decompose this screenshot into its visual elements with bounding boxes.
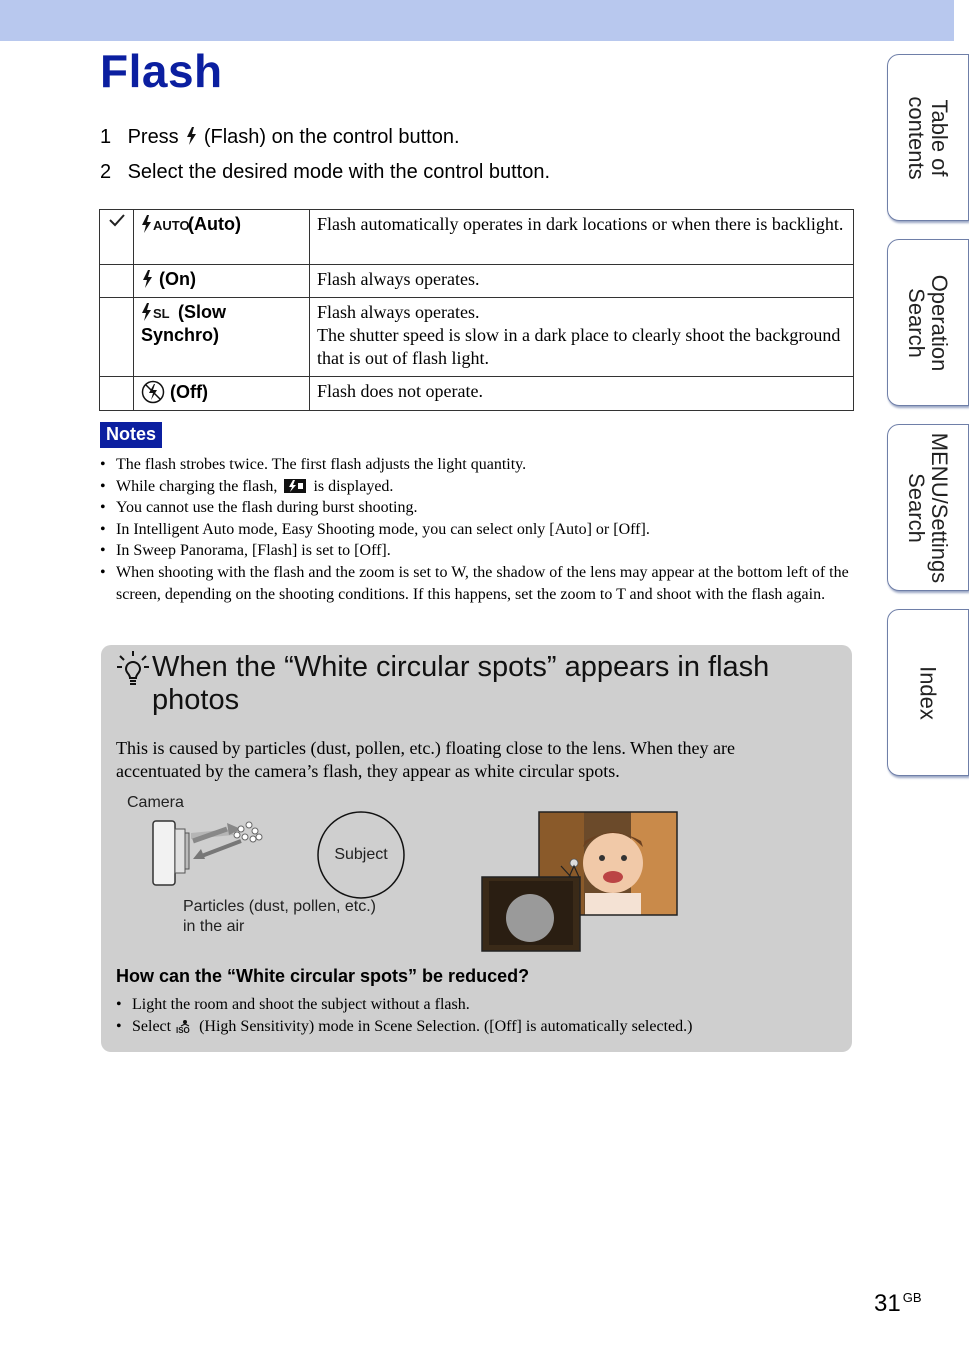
page-number-value: 31	[874, 1290, 901, 1317]
mode-description: Flash always operates.	[310, 265, 854, 298]
flash-off-icon	[141, 380, 165, 404]
tip-title: When the “White circular spots” appears in flash photos	[152, 651, 770, 716]
mode-name-cell	[134, 265, 310, 298]
flash-icon	[184, 126, 198, 146]
list-item: • When shooting with the flash and the zoom is set to W, the shadow of the lens may appear at the bottom left of the screen, depending on the shooting conditions. If this happens, set the zoom to T and shoot with the flash again.	[100, 562, 854, 605]
step-1	[100, 125, 460, 149]
tab-menu-settings-search[interactable]	[887, 424, 969, 591]
high-sensitivity-iso-icon	[175, 1019, 195, 1033]
mode-name: (Slow Synchro)	[141, 302, 227, 345]
list-item: • In Intelligent Auto mode, Easy Shooting mode, you can select only [Auto] or [Off].	[100, 519, 854, 541]
tab-label: MENU/Settings Search	[904, 432, 952, 583]
page-number-suffix: GB	[902, 1290, 922, 1305]
mode-name: (Auto)	[188, 214, 241, 234]
mode-name-cell	[134, 210, 310, 265]
reduce-text-pre: Select	[132, 1017, 172, 1035]
spots-diagram	[101, 793, 852, 963]
step-text-pre: Press	[127, 126, 179, 148]
tip-box	[101, 645, 852, 1052]
mode-name: (Off)	[170, 382, 208, 402]
tab-table-of-contents[interactable]	[887, 54, 969, 221]
list-item: • The flash strobes twice. The first flash adjusts the light quantity.	[100, 454, 854, 476]
reduce-text-post: (High Sensitivity) mode in Scene Selection. ([Off] is automatically selected.)	[199, 1017, 693, 1035]
subject-label: Subject	[334, 846, 388, 863]
page-number	[874, 1290, 922, 1318]
tab-label: Table of contents	[904, 95, 952, 180]
notes-label: Notes	[100, 422, 162, 448]
reduce-heading: How can the “White circular spots” be reduced?	[116, 966, 530, 986]
step-number: 2	[100, 161, 112, 183]
particles-label: Particles (dust, pollen, etc.)	[183, 898, 376, 915]
tab-operation-search[interactable]	[887, 239, 969, 406]
mode-name-cell	[134, 377, 310, 411]
svg-text:ISO: ISO	[176, 1025, 190, 1035]
tip-body: This is caused by particles (dust, pollen, etc.) floating close to the lens. When they are accentuated by the camera’s flash, they appear as white circular spots.	[116, 738, 735, 781]
svg-text:AUTO: AUTO	[153, 218, 190, 233]
list-item: • Light the room and shoot the subject without a flash.	[116, 994, 836, 1016]
tab-label: Operation Search	[904, 274, 952, 371]
tab-index[interactable]	[887, 609, 969, 776]
particles-label-line2: in the air	[183, 918, 245, 935]
table-row	[100, 377, 854, 411]
default-check-cell	[100, 210, 134, 265]
flash-on-icon	[141, 270, 154, 288]
step-2	[100, 160, 550, 184]
camera-label: Camera	[127, 794, 184, 811]
check-cell	[100, 265, 134, 298]
check-cell	[100, 298, 134, 377]
notes-list	[100, 454, 854, 605]
check-cell	[100, 377, 134, 411]
svg-text:SL: SL	[153, 306, 170, 321]
list-item	[116, 1016, 836, 1038]
lightbulb-icon	[115, 649, 151, 689]
table-row	[100, 210, 854, 265]
table-row	[100, 265, 854, 298]
mode-description: Flash always operates. The shutter speed is slow in a dark place to clearly shoot the background that is out of flash light.	[310, 298, 854, 377]
table-row	[100, 298, 854, 377]
list-item	[100, 476, 854, 498]
flash-slow-sync-icon	[141, 303, 173, 321]
note-text-pre: While charging the flash,	[116, 477, 278, 495]
example-photos	[481, 811, 681, 953]
tab-label: Index	[915, 665, 941, 720]
mode-name: (On)	[159, 269, 196, 289]
reduce-list	[116, 994, 836, 1037]
camera-diagram	[149, 815, 269, 889]
mode-description: Flash automatically operates in dark locations or when there is backlight.	[310, 210, 854, 265]
step-number: 1	[100, 126, 112, 148]
flash-modes-table	[99, 209, 854, 411]
flash-auto-icon	[141, 215, 190, 233]
note-text-post: is displayed.	[313, 477, 394, 495]
mode-name-cell	[134, 298, 310, 377]
checkmark-icon	[109, 213, 125, 227]
mode-description: Flash does not operate.	[310, 377, 854, 411]
step-text: Select the desired mode with the control button.	[127, 161, 551, 183]
flash-charging-icon	[284, 479, 306, 493]
step-text-post: (Flash) on the control button.	[203, 126, 460, 148]
header-bar	[0, 0, 954, 41]
list-item: • You cannot use the flash during burst shooting.	[100, 497, 854, 519]
list-item: • In Sweep Panorama, [Flash] is set to [Off].	[100, 540, 854, 562]
page-title: Flash	[100, 45, 223, 97]
